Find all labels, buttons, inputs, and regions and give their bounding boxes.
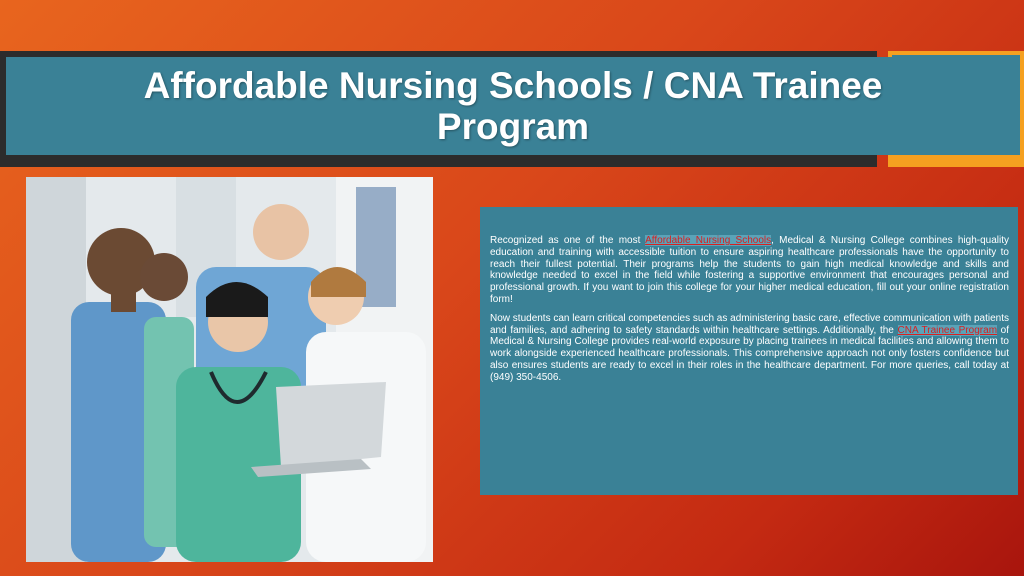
paragraph-cna-program xyxy=(490,313,1009,384)
intro-text-end: , Medical & Nursing College combines high-quality education and training with accessible tuition to ensure aspiring healthcare professionals have the opportunity to reach their fullest potential. Their programs help the students to gain high medical knowledge and skills and knowledge needed to excel in the field while fostering a supportive environment that encourages personal and professional growth. If you want to join this college for your higher medical education, fill out your online registration form! xyxy=(490,235,1010,305)
cna-text-start: Now students can learn critical competencies such as administering basic care, effective communication with patients and families, and adhering to safety standards within healthcare settings. Additionally, the xyxy=(490,312,1009,336)
photo-illustration xyxy=(26,177,433,562)
paragraph-intro xyxy=(490,235,1009,306)
nursing-students-photo xyxy=(26,177,433,562)
intro-text-start: Recognized as one of the most xyxy=(490,235,646,246)
title-banner xyxy=(6,57,1020,155)
description-panel xyxy=(480,207,1018,495)
affordable-nursing-schools-link[interactable]: Affordable Nursing Schools xyxy=(645,235,772,246)
cna-text-end: of Medical & Nursing College provides real-world exposure by placing trainees in medical facilities and allowing them to work alongside experienced healthcare professionals. This comprehensive approach not only fosters confidence but also ensures students are ready to excel in their roles in the healthcare department. For more queries, call today at (949) 350-4506. xyxy=(490,324,1010,383)
slide-title: Affordable Nursing Schools / CNA Trainee Program xyxy=(143,65,883,147)
cna-trainee-program-link[interactable]: CNA Trainee Program xyxy=(897,324,998,336)
